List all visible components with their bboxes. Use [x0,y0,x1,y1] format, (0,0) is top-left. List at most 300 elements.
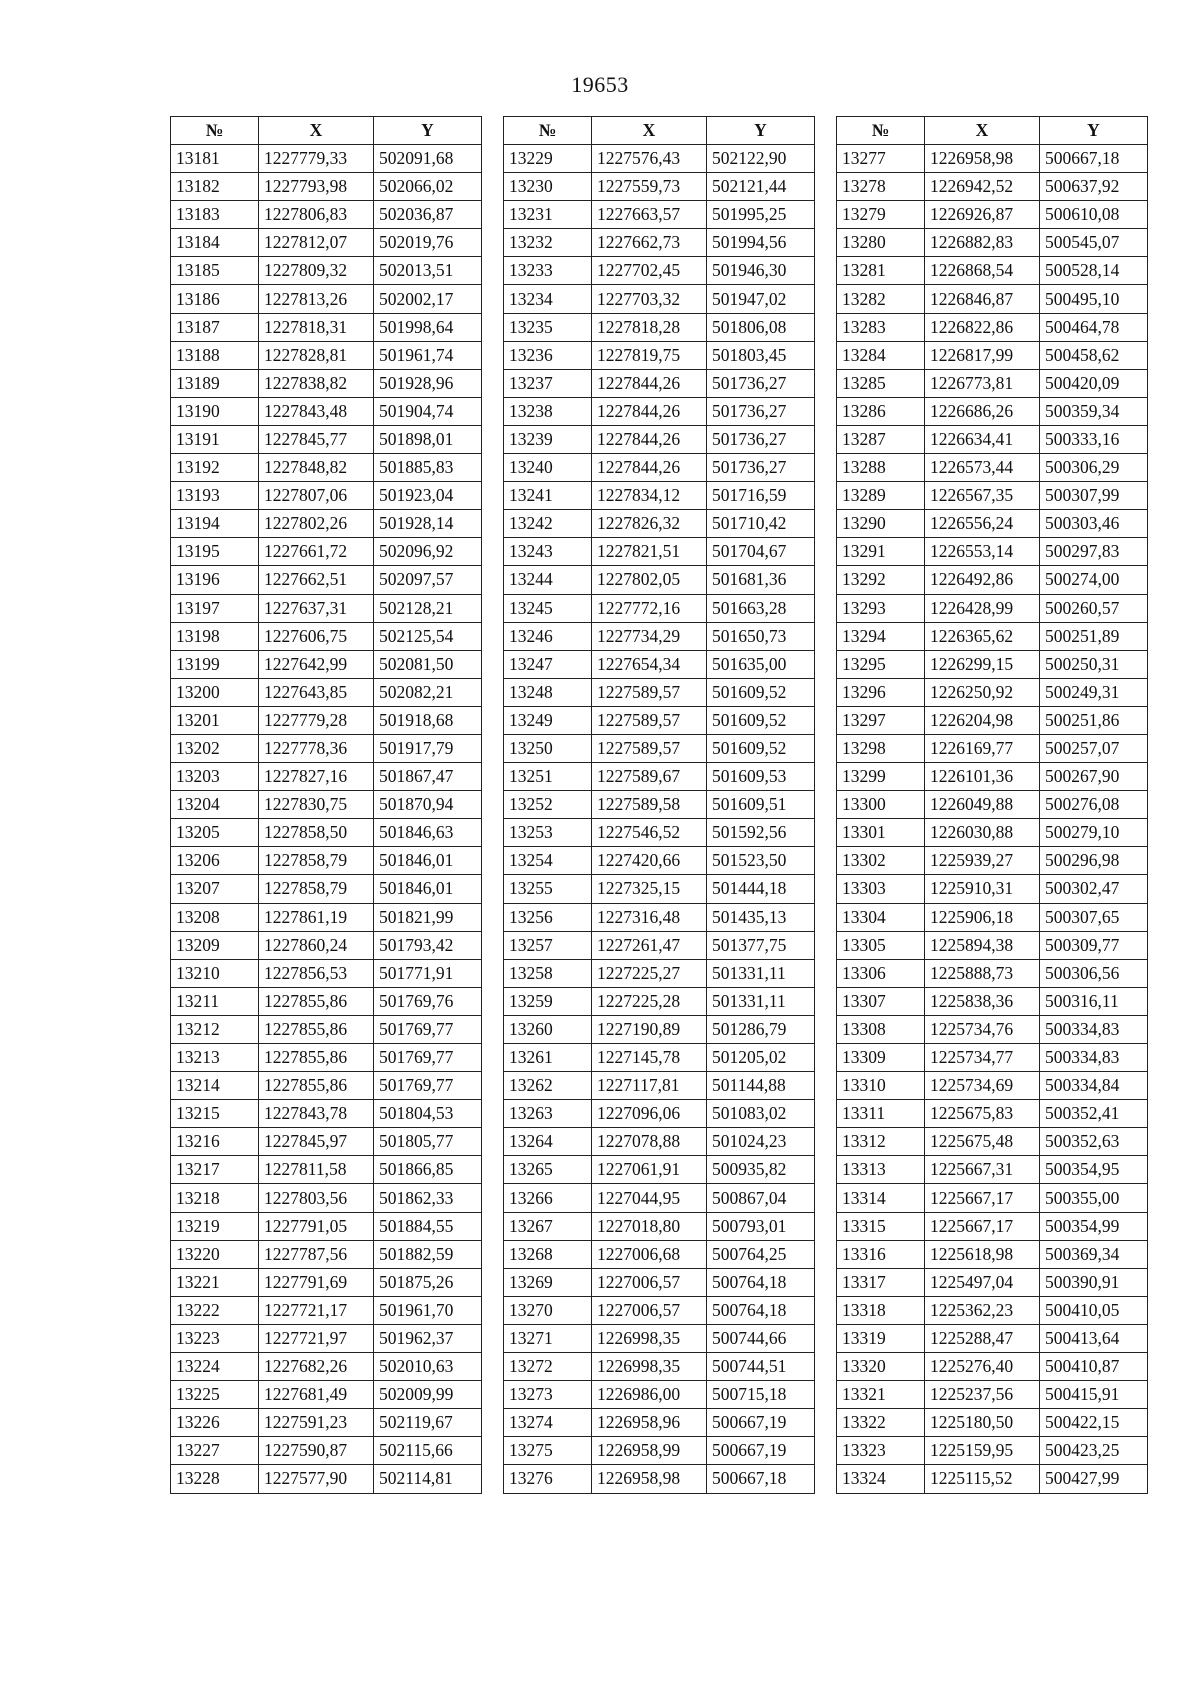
cell-y: 501144,88 [707,1072,815,1100]
cell-y: 502115,66 [374,1437,482,1465]
table-row [171,1212,482,1240]
cell-number: 13227 [171,1437,259,1465]
cell-x: 1225497,04 [925,1268,1040,1296]
cell-x: 1226204,98 [925,706,1040,734]
table-row [504,1353,815,1381]
cell-number: 13203 [171,763,259,791]
column-header-number: № [504,117,592,145]
cell-number: 13276 [504,1465,592,1493]
table-row [171,369,482,397]
cell-number: 13290 [837,510,925,538]
cell-number: 13306 [837,959,925,987]
table-row [837,1015,1148,1043]
cell-y: 500267,90 [1040,763,1148,791]
table-row [171,678,482,706]
cell-number: 13301 [837,819,925,847]
table-row [504,313,815,341]
cell-number: 13271 [504,1324,592,1352]
cell-x: 1227682,26 [259,1353,374,1381]
cell-x: 1227589,57 [592,734,707,762]
cell-y: 501917,79 [374,734,482,762]
cell-number: 13267 [504,1212,592,1240]
cell-x: 1227828,81 [259,341,374,369]
cell-number: 13268 [504,1240,592,1268]
cell-y: 500420,09 [1040,369,1148,397]
cell-y: 501635,00 [707,650,815,678]
column-header-x: X [259,117,374,145]
table-row [504,1268,815,1296]
table-row [171,285,482,313]
cell-x: 1227420,66 [592,847,707,875]
column-header-x: X [925,117,1040,145]
cell-x: 1225667,17 [925,1184,1040,1212]
table-row [504,903,815,931]
table-row [171,1381,482,1409]
table-row [837,903,1148,931]
cell-number: 13323 [837,1437,925,1465]
cell-y: 501771,91 [374,959,482,987]
cell-x: 1226101,36 [925,763,1040,791]
table-row [837,145,1148,173]
cell-number: 13183 [171,201,259,229]
cell-x: 1227662,51 [259,566,374,594]
cell-y: 501331,11 [707,987,815,1015]
cell-x: 1227316,48 [592,903,707,931]
cell-x: 1227855,86 [259,1015,374,1043]
table-row [837,1156,1148,1184]
table-row [171,706,482,734]
cell-y: 500390,91 [1040,1268,1148,1296]
cell-x: 1227811,58 [259,1156,374,1184]
cell-number: 13223 [171,1324,259,1352]
cell-y: 500274,00 [1040,566,1148,594]
cell-number: 13313 [837,1156,925,1184]
cell-y: 500306,29 [1040,454,1148,482]
cell-y: 500279,10 [1040,819,1148,847]
table-header-row [171,117,482,145]
cell-number: 13234 [504,285,592,313]
cell-number: 13244 [504,566,592,594]
table-row [837,538,1148,566]
cell-y: 500303,46 [1040,510,1148,538]
cell-x: 1227830,75 [259,791,374,819]
cell-y: 500764,18 [707,1296,815,1324]
cell-x: 1226958,98 [592,1465,707,1493]
table-row [171,229,482,257]
table-row [837,678,1148,706]
cell-x: 1226817,99 [925,341,1040,369]
cell-y: 500667,19 [707,1409,815,1437]
cell-x: 1227772,16 [592,594,707,622]
cell-y: 501898,01 [374,425,482,453]
cell-x: 1227845,97 [259,1128,374,1156]
cell-number: 13225 [171,1381,259,1409]
table-row [504,1212,815,1240]
cell-y: 501803,45 [707,341,815,369]
cell-y: 501882,59 [374,1240,482,1268]
cell-x: 1227855,86 [259,1072,374,1100]
cell-y: 502119,67 [374,1409,482,1437]
cell-number: 13304 [837,903,925,931]
table-row [837,1296,1148,1324]
cell-y: 500415,91 [1040,1381,1148,1409]
cell-number: 13273 [504,1381,592,1409]
table-row [504,650,815,678]
cell-x: 1226958,96 [592,1409,707,1437]
cell-number: 13269 [504,1268,592,1296]
cell-x: 1227844,26 [592,425,707,453]
cell-number: 13238 [504,397,592,425]
cell-number: 13236 [504,341,592,369]
table-row [171,791,482,819]
cell-y: 501592,56 [707,819,815,847]
cell-y: 502121,44 [707,173,815,201]
cell-y: 501205,02 [707,1044,815,1072]
cell-number: 13259 [504,987,592,1015]
cell-x: 1227848,82 [259,454,374,482]
cell-x: 1227858,79 [259,847,374,875]
cell-x: 1227721,17 [259,1296,374,1324]
cell-number: 13245 [504,594,592,622]
cell-y: 500715,18 [707,1381,815,1409]
cell-x: 1227779,33 [259,145,374,173]
cell-y: 501846,01 [374,847,482,875]
cell-x: 1227654,34 [592,650,707,678]
cell-y: 501821,99 [374,903,482,931]
table-row [837,706,1148,734]
table-row [171,1296,482,1324]
cell-x: 1227787,56 [259,1240,374,1268]
cell-y: 500354,99 [1040,1212,1148,1240]
table-row [837,313,1148,341]
cell-x: 1227806,83 [259,201,374,229]
table-row [837,875,1148,903]
table-row [171,1015,482,1043]
cell-y: 500302,47 [1040,875,1148,903]
cell-y: 501961,74 [374,341,482,369]
cell-y: 501650,73 [707,622,815,650]
table-header-row [837,117,1148,145]
cell-x: 1225362,23 [925,1296,1040,1324]
cell-y: 501804,53 [374,1100,482,1128]
cell-x: 1227096,06 [592,1100,707,1128]
cell-number: 13253 [504,819,592,847]
cell-y: 500251,89 [1040,622,1148,650]
coordinates-table-3 [836,116,1148,1494]
cell-x: 1227818,28 [592,313,707,341]
cell-number: 13204 [171,791,259,819]
cell-number: 13188 [171,341,259,369]
cell-x: 1227261,47 [592,931,707,959]
cell-y: 502091,68 [374,145,482,173]
cell-x: 1227813,26 [259,285,374,313]
table-row [837,173,1148,201]
cell-x: 1227778,36 [259,734,374,762]
table-row [504,369,815,397]
cell-y: 500528,14 [1040,257,1148,285]
cell-number: 13222 [171,1296,259,1324]
table-row [504,397,815,425]
cell-x: 1227681,49 [259,1381,374,1409]
cell-x: 1227661,72 [259,538,374,566]
cell-x: 1226846,87 [925,285,1040,313]
cell-number: 13309 [837,1044,925,1072]
cell-y: 500867,04 [707,1184,815,1212]
table-row [504,566,815,594]
cell-x: 1227044,95 [592,1184,707,1212]
cell-x: 1227721,97 [259,1324,374,1352]
table-row [504,706,815,734]
table-row [837,1072,1148,1100]
table-row [837,1184,1148,1212]
cell-x: 1226822,86 [925,313,1040,341]
cell-y: 501736,27 [707,425,815,453]
cell-x: 1227643,85 [259,678,374,706]
cell-number: 13185 [171,257,259,285]
cell-y: 501928,14 [374,510,482,538]
cell-y: 501846,63 [374,819,482,847]
cell-y: 502066,02 [374,173,482,201]
cell-number: 13254 [504,847,592,875]
cell-y: 502082,21 [374,678,482,706]
table-row [504,847,815,875]
cell-number: 13231 [504,201,592,229]
table-row [837,425,1148,453]
cell-x: 1227589,57 [592,706,707,734]
cell-x: 1227779,28 [259,706,374,734]
cell-x: 1226169,77 [925,734,1040,762]
cell-x: 1226634,41 [925,425,1040,453]
table-row [837,201,1148,229]
cell-number: 13207 [171,875,259,903]
cell-x: 1226567,35 [925,482,1040,510]
cell-number: 13220 [171,1240,259,1268]
cell-y: 502081,50 [374,650,482,678]
cell-x: 1227843,78 [259,1100,374,1128]
table-row [504,819,815,847]
cell-number: 13274 [504,1409,592,1437]
cell-number: 13288 [837,454,925,482]
table-row [171,1100,482,1128]
cell-number: 13249 [504,706,592,734]
cell-y: 500427,99 [1040,1465,1148,1493]
cell-x: 1226030,88 [925,819,1040,847]
table-header-row [504,117,815,145]
cell-number: 13315 [837,1212,925,1240]
cell-x: 1225115,52 [925,1465,1040,1493]
table-body [171,145,482,1494]
cell-y: 501994,56 [707,229,815,257]
cell-x: 1227663,57 [592,201,707,229]
cell-number: 13243 [504,538,592,566]
cell-y: 501769,76 [374,987,482,1015]
table-row [171,1072,482,1100]
cell-y: 500413,64 [1040,1324,1148,1352]
cell-x: 1227589,58 [592,791,707,819]
cell-number: 13263 [504,1100,592,1128]
cell-number: 13221 [171,1268,259,1296]
cell-y: 501769,77 [374,1072,482,1100]
table-row [837,566,1148,594]
cell-y: 500410,05 [1040,1296,1148,1324]
table-row [504,791,815,819]
cell-number: 13209 [171,931,259,959]
cell-number: 13258 [504,959,592,987]
table-row [504,538,815,566]
cell-x: 1226049,88 [925,791,1040,819]
table-row [171,622,482,650]
table-row [171,1409,482,1437]
table-row [171,1268,482,1296]
cell-y: 500297,83 [1040,538,1148,566]
cell-y: 500334,83 [1040,1015,1148,1043]
cell-x: 1227809,32 [259,257,374,285]
cell-y: 502096,92 [374,538,482,566]
cell-number: 13302 [837,847,925,875]
table-row [171,875,482,903]
cell-number: 13257 [504,931,592,959]
table-row [504,734,815,762]
cell-x: 1225734,77 [925,1044,1040,1072]
cell-number: 13299 [837,763,925,791]
cell-y: 501736,27 [707,369,815,397]
cell-y: 500316,11 [1040,987,1148,1015]
cell-x: 1227861,19 [259,903,374,931]
cell-x: 1227802,05 [592,566,707,594]
cell-number: 13198 [171,622,259,650]
cell-x: 1227325,15 [592,875,707,903]
cell-number: 13266 [504,1184,592,1212]
cell-y: 501904,74 [374,397,482,425]
cell-number: 13186 [171,285,259,313]
cell-x: 1227807,06 [259,482,374,510]
cell-number: 13241 [504,482,592,510]
cell-x: 1227061,91 [592,1156,707,1184]
cell-number: 13194 [171,510,259,538]
cell-number: 13247 [504,650,592,678]
cell-number: 13196 [171,566,259,594]
cell-y: 501884,55 [374,1212,482,1240]
cell-y: 502010,63 [374,1353,482,1381]
table-row [504,1296,815,1324]
cell-y: 501710,42 [707,510,815,538]
column-header-number: № [171,117,259,145]
cell-y: 500545,07 [1040,229,1148,257]
table-row [171,538,482,566]
cell-y: 500610,08 [1040,201,1148,229]
cell-y: 500423,25 [1040,1437,1148,1465]
cell-y: 501024,23 [707,1128,815,1156]
table-row [171,454,482,482]
cell-number: 13200 [171,678,259,706]
cell-number: 13275 [504,1437,592,1465]
table-row [837,931,1148,959]
cell-x: 1227576,43 [592,145,707,173]
cell-y: 501769,77 [374,1015,482,1043]
cell-number: 13318 [837,1296,925,1324]
cell-y: 501736,27 [707,397,815,425]
table-row [504,201,815,229]
table-row [504,510,815,538]
cell-number: 13181 [171,145,259,173]
cell-x: 1227642,99 [259,650,374,678]
cell-number: 13317 [837,1268,925,1296]
cell-y: 502097,57 [374,566,482,594]
table-row [171,201,482,229]
cell-x: 1227145,78 [592,1044,707,1072]
cell-x: 1227856,53 [259,959,374,987]
cell-y: 500306,56 [1040,959,1148,987]
cell-y: 502125,54 [374,622,482,650]
table-row [171,734,482,762]
cell-y: 501793,42 [374,931,482,959]
cell-y: 501995,25 [707,201,815,229]
cell-number: 13310 [837,1072,925,1100]
cell-y: 500307,65 [1040,903,1148,931]
cell-y: 500334,83 [1040,1044,1148,1072]
cell-number: 13281 [837,257,925,285]
table-row [837,791,1148,819]
cell-y: 502013,51 [374,257,482,285]
table-row [504,1240,815,1268]
cell-y: 501866,85 [374,1156,482,1184]
cell-y: 502036,87 [374,201,482,229]
cell-number: 13287 [837,425,925,453]
cell-number: 13230 [504,173,592,201]
cell-x: 1227006,68 [592,1240,707,1268]
table-row [171,847,482,875]
cell-x: 1227225,27 [592,959,707,987]
cell-x: 1225894,38 [925,931,1040,959]
cell-x: 1227734,29 [592,622,707,650]
cell-x: 1227702,45 [592,257,707,285]
cell-y: 500260,57 [1040,594,1148,622]
cell-x: 1227791,05 [259,1212,374,1240]
table-row [504,1044,815,1072]
table-row [837,1324,1148,1352]
cell-x: 1227791,69 [259,1268,374,1296]
cell-x: 1225618,98 [925,1240,1040,1268]
cell-number: 13211 [171,987,259,1015]
table-body [504,145,815,1494]
cell-number: 13295 [837,650,925,678]
cell-x: 1225237,56 [925,1381,1040,1409]
cell-y: 501846,01 [374,875,482,903]
cell-number: 13214 [171,1072,259,1100]
table-row [504,594,815,622]
cell-x: 1227802,26 [259,510,374,538]
cell-y: 501870,94 [374,791,482,819]
cell-y: 500296,98 [1040,847,1148,875]
cell-y: 500251,86 [1040,706,1148,734]
cell-y: 500793,01 [707,1212,815,1240]
cell-y: 500422,15 [1040,1409,1148,1437]
cell-x: 1225276,40 [925,1353,1040,1381]
cell-y: 501609,52 [707,734,815,762]
table-row [837,987,1148,1015]
cell-number: 13233 [504,257,592,285]
table-row [504,1437,815,1465]
cell-y: 501609,53 [707,763,815,791]
cell-number: 13187 [171,313,259,341]
cell-number: 13184 [171,229,259,257]
table-row [171,1156,482,1184]
cell-number: 13293 [837,594,925,622]
table-row [837,959,1148,987]
cell-y: 501736,27 [707,454,815,482]
cell-x: 1227117,81 [592,1072,707,1100]
table-row [837,1044,1148,1072]
